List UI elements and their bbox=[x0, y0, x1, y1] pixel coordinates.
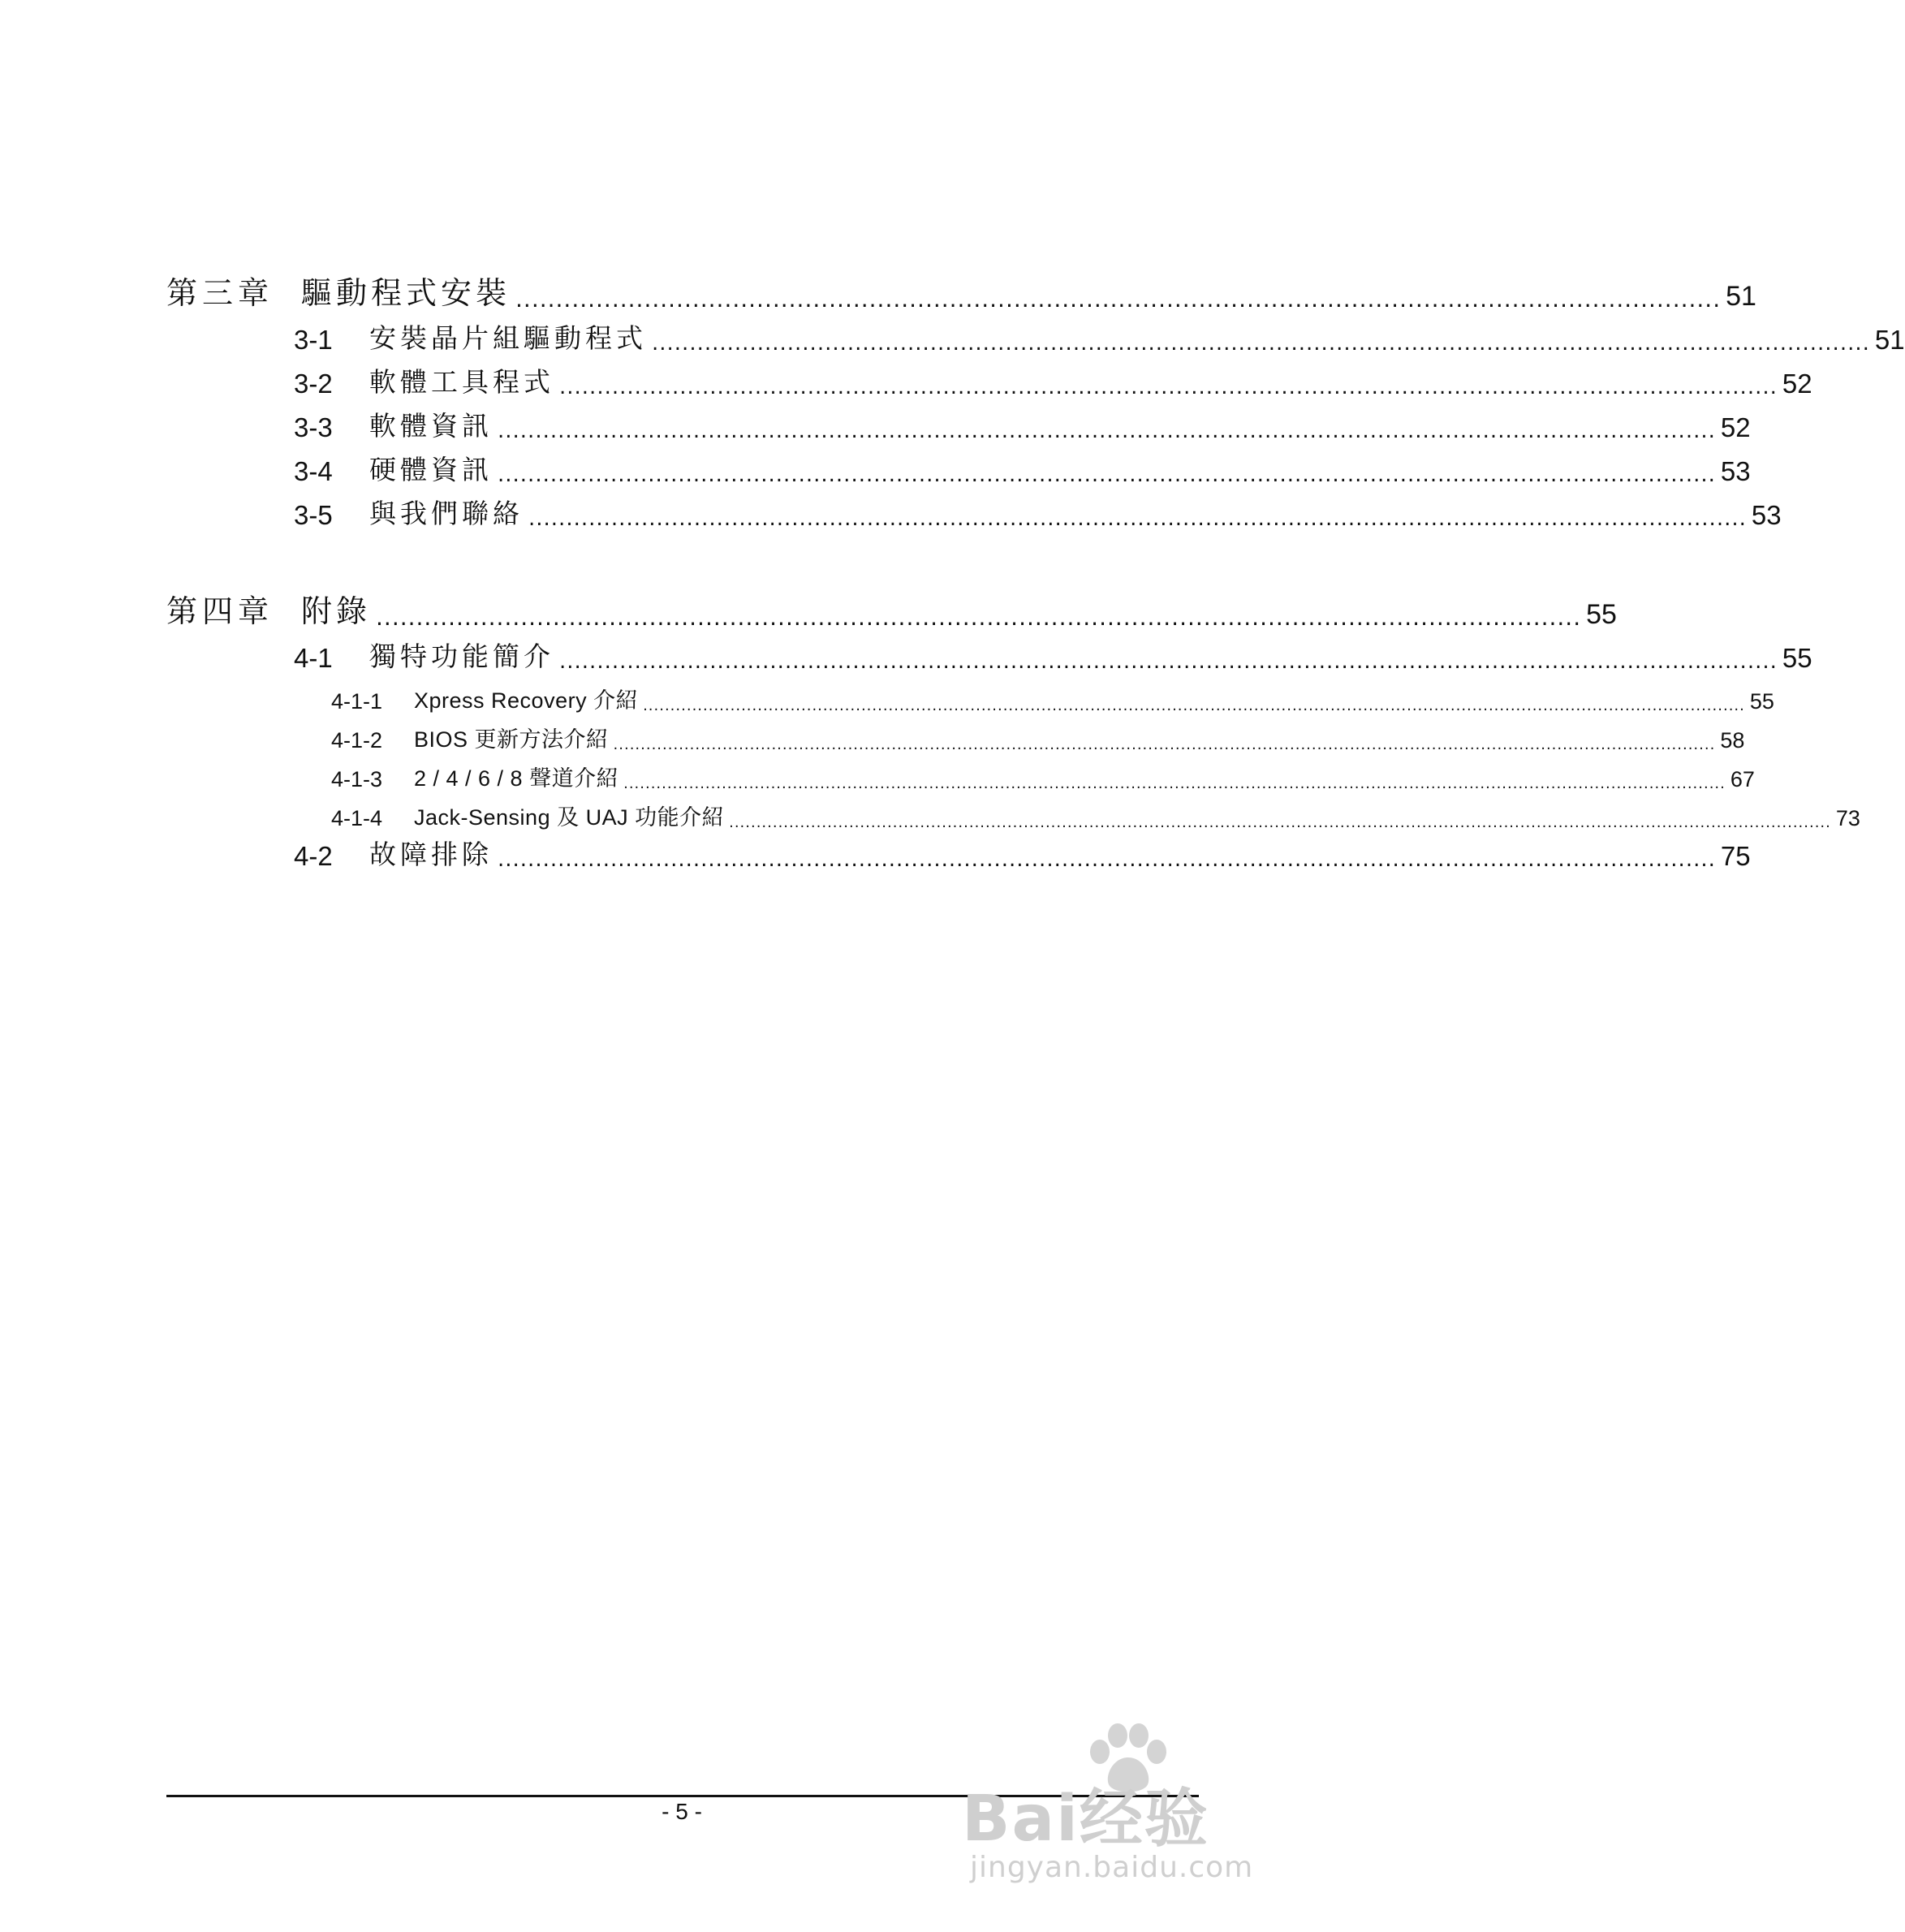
page-number: 55 bbox=[1782, 643, 1812, 673]
subsection-title: Xpress Recovery 介紹 bbox=[414, 688, 639, 713]
dot-leader: .......................................................................................................................................................................................................... bbox=[623, 775, 1726, 792]
toc-subsection bbox=[0, 724, 1745, 753]
section-number: 3-5 bbox=[294, 500, 333, 530]
dot-leader: .......................................................................................................................................................................................................... bbox=[643, 697, 1745, 714]
page-number: 75 bbox=[1720, 841, 1751, 871]
dot-leader: .................................................................................................................................................................. bbox=[652, 331, 1870, 356]
toc-subsection bbox=[0, 802, 1860, 831]
toc-section bbox=[0, 364, 1812, 399]
subsection-number: 4-1-3 bbox=[331, 767, 383, 791]
toc-chapter-3 bbox=[0, 272, 1756, 313]
dot-leader: ...................................................................................................................................................... bbox=[376, 604, 1582, 631]
subsection-title: Jack-Sensing 及 UAJ 功能介紹 bbox=[414, 805, 725, 830]
dot-leader: .......................................................................................................................................................................................................... bbox=[729, 814, 1831, 831]
section-number: 4-1 bbox=[294, 643, 333, 673]
chapter-label: 第四章 bbox=[166, 593, 274, 629]
section-title: 與我們聯絡 bbox=[369, 498, 524, 529]
page-number: 53 bbox=[1720, 456, 1751, 486]
section-number: 3-3 bbox=[294, 412, 333, 442]
watermark-text: Bai经验 bbox=[962, 1783, 1209, 1856]
page-number: 73 bbox=[1835, 806, 1860, 830]
subsection-title: 2 / 4 / 6 / 8 聲道介紹 bbox=[414, 766, 619, 791]
toc-section bbox=[0, 836, 1751, 872]
chapter-title: 驅動程式安裝 bbox=[301, 275, 511, 311]
dot-leader: .................................................................................................................................................................. bbox=[498, 419, 1716, 443]
toc-section bbox=[0, 451, 1751, 487]
page-number: 52 bbox=[1782, 369, 1812, 399]
dot-leader: .................................................................................................................................................................. bbox=[528, 507, 1747, 531]
dot-leader: ...................................................................................................................................................... bbox=[515, 286, 1722, 313]
toc-subsection bbox=[0, 685, 1774, 714]
page-number: 51 bbox=[1726, 281, 1756, 312]
section-title: 軟體工具程式 bbox=[369, 366, 554, 398]
toc-section bbox=[0, 495, 1782, 531]
page-number: 55 bbox=[1749, 689, 1774, 714]
page-number: 55 bbox=[1586, 599, 1617, 630]
section-title: 硬體資訊 bbox=[369, 454, 493, 485]
dot-leader: .......................................................................................................................................................................................................... bbox=[613, 736, 1716, 753]
section-number: 4-2 bbox=[294, 841, 333, 871]
watermark-url: jingyan.baidu.com bbox=[970, 1851, 1254, 1884]
dot-leader: .................................................................................................................................................................. bbox=[498, 847, 1716, 872]
dot-leader: .................................................................................................................................................................. bbox=[559, 649, 1778, 674]
section-title: 軟體資訊 bbox=[369, 410, 493, 442]
baidu-watermark bbox=[962, 1721, 1303, 1895]
section-number: 3-1 bbox=[294, 325, 333, 355]
section-title: 安裝晶片組驅動程式 bbox=[369, 322, 647, 354]
section-title: 故障排除 bbox=[369, 839, 493, 870]
toc-section bbox=[0, 320, 1905, 356]
section-number: 3-4 bbox=[294, 456, 333, 486]
page-number: 52 bbox=[1720, 412, 1751, 442]
footer-page-number: - 5 - bbox=[662, 1799, 702, 1824]
page-number: 51 bbox=[1874, 325, 1905, 355]
page-number: 67 bbox=[1730, 767, 1755, 791]
subsection-number: 4-1-1 bbox=[331, 689, 383, 714]
toc-section bbox=[0, 408, 1751, 443]
toc-chapter-4 bbox=[0, 590, 1617, 631]
section-number: 3-2 bbox=[294, 369, 333, 399]
subsection-number: 4-1-2 bbox=[331, 728, 383, 753]
subsection-number: 4-1-4 bbox=[331, 806, 383, 830]
section-title: 獨特功能簡介 bbox=[369, 640, 554, 672]
dot-leader: .................................................................................................................................................................. bbox=[559, 375, 1778, 399]
chapter-title: 附錄 bbox=[301, 593, 372, 629]
dot-leader: .................................................................................................................................................................. bbox=[498, 463, 1716, 487]
toc-section bbox=[0, 638, 1812, 674]
toc-subsection bbox=[0, 763, 1755, 792]
page-number: 53 bbox=[1751, 500, 1782, 530]
subsection-title: BIOS 更新方法介紹 bbox=[414, 727, 609, 752]
page-number: 58 bbox=[1720, 728, 1745, 753]
chapter-label: 第三章 bbox=[166, 275, 274, 311]
